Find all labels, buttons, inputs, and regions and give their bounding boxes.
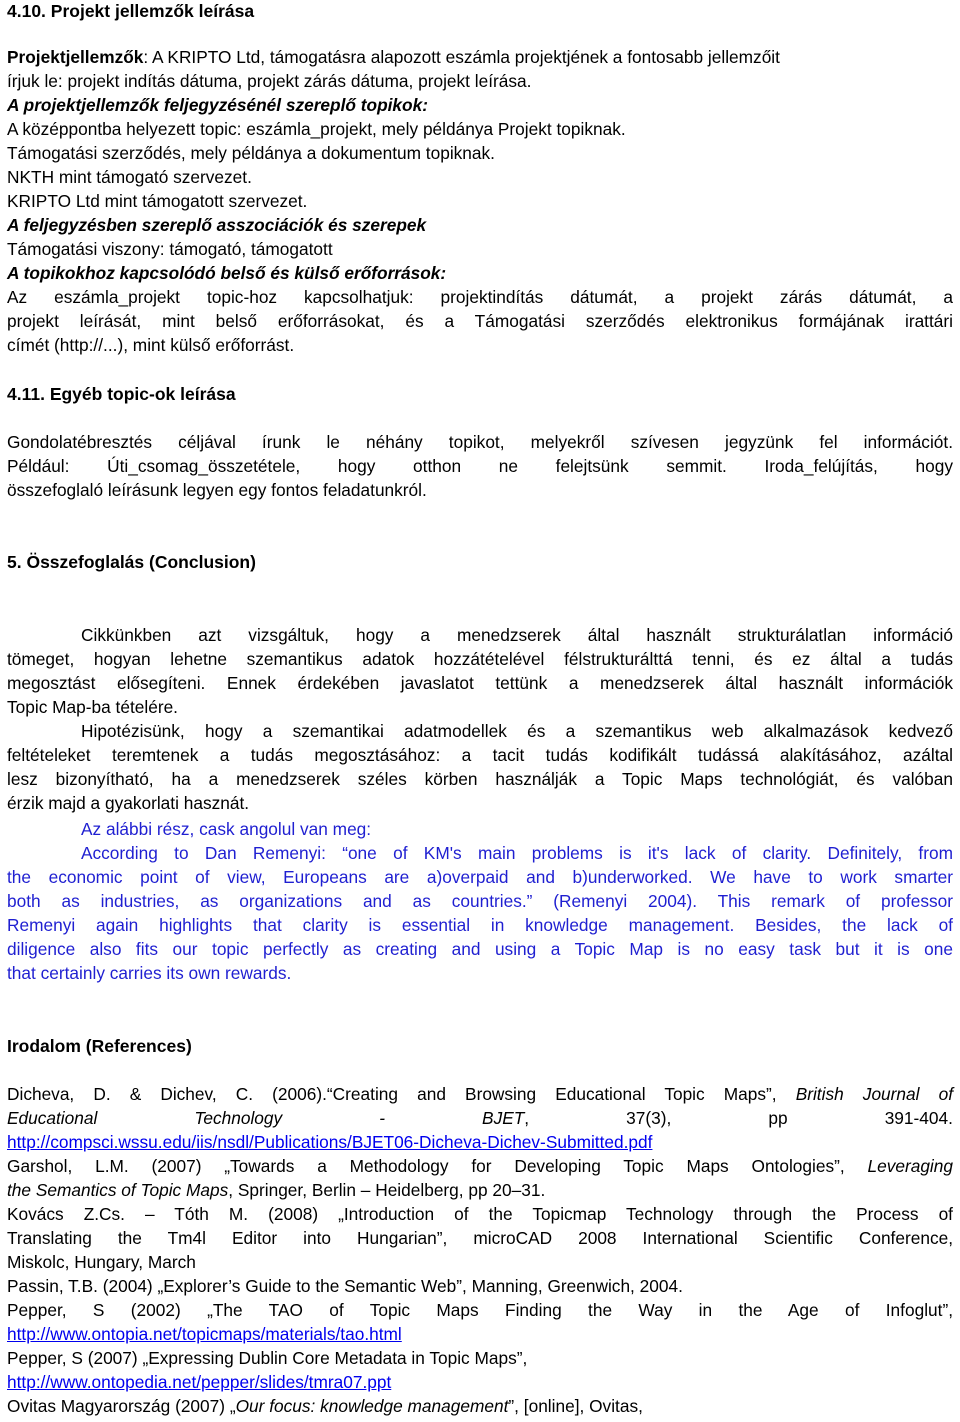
reference-line: Passin, T.B. (2004) „Explorer’s Guide to the Semantic Web”, Manning, Greenwich, 2004. bbox=[7, 1276, 683, 1296]
pp-label: pp bbox=[768, 1108, 788, 1128]
paragraph-line: címét (http://...), mint külső erőforrást. bbox=[7, 335, 295, 355]
section-heading-4-10: 4.10. Projekt jellemzők leírása bbox=[7, 1, 255, 21]
reference-link-line bbox=[7, 1371, 953, 1393]
paragraph-line bbox=[7, 46, 953, 68]
quote-line: both as industries, as organizations and as countries.” (Remenyi 2004). This remark of professor bbox=[7, 891, 953, 911]
journal-title-part: - bbox=[379, 1108, 385, 1128]
text-span: , Springer, Berlin – Heidelberg, pp 20–31. bbox=[228, 1180, 546, 1200]
topic-line: Támogatási szerződés, mely példánya a dokumentum topiknak. bbox=[7, 143, 495, 163]
paragraph-line: összefoglaló leírásunk legyen egy fontos feladatunkról. bbox=[7, 480, 427, 500]
reference-line: Pepper, S (2007) „Expressing Dublin Core Metadata in Topic Maps”, bbox=[7, 1348, 528, 1368]
section-heading-4-11: 4.11. Egyéb topic-ok leírása bbox=[7, 384, 236, 404]
section-heading-5: 5. Összefoglalás (Conclusion) bbox=[7, 552, 256, 572]
reference-line bbox=[7, 1395, 953, 1417]
reference-link[interactable]: http://compsci.wssu.edu/iis/nsdl/Publications/BJET06-Dicheva-Dichev-Submitted.pdf bbox=[7, 1132, 653, 1152]
paragraph-line: Gondolatébresztés céljával írunk le néhány topikot, melyekről szívesen jegyzünk fel információt. bbox=[7, 432, 953, 452]
journal-abbrev-text: BJET bbox=[482, 1108, 525, 1128]
book-title: Leveraging bbox=[867, 1156, 953, 1176]
text-span: Ovitas Magyarország (2007) „ bbox=[7, 1396, 236, 1416]
paragraph-line: érzik majd a gyakorlati hasznát. bbox=[7, 793, 250, 813]
paragraph-line: Topic Map-ba tételére. bbox=[7, 697, 178, 717]
topic-line: A középpontba helyezett topic: eszámla_projekt, mely példánya Projekt topiknak. bbox=[7, 119, 626, 139]
reference-line bbox=[7, 1179, 953, 1201]
topic-line: NKTH mint támogató szervezet. bbox=[7, 167, 252, 187]
pages: 391-404. bbox=[884, 1108, 953, 1128]
paragraph-line: lesz bizonyítható, ha a menedzserek széles körben használják a Topic Maps technológiát, és valóban bbox=[7, 769, 953, 789]
reference-line: Translating the Tm4l Editor into Hungarian”, microCAD 2008 International Scientific Conference, bbox=[7, 1228, 953, 1248]
reference-line: Kovács Z.Cs. – Tóth M. (2008) „Introduction of the Topicmap Technology through the Process of bbox=[7, 1204, 953, 1224]
paragraph-line: Cikkünkben azt vizsgáltuk, hogy a menedzserek által használt strukturálatlan információ bbox=[81, 625, 953, 645]
journal-title: British Journal of bbox=[795, 1084, 953, 1104]
reference-line: Miskolc, Hungary, March bbox=[7, 1252, 196, 1272]
topic-line: KRIPTO Ltd mint támogatott szervezet. bbox=[7, 191, 308, 211]
paragraph-line: feltételeket teremtenek a tudás megosztásához: a tacit tudás kodifikált tudássá alakításához, azáltal bbox=[7, 745, 953, 765]
reference-link[interactable]: http://www.ontopia.net/topicmaps/materials/tao.html bbox=[7, 1324, 402, 1344]
quote-line: diligence also fits our topic perfectly as creating and using a Topic Map is no easy task but it is one bbox=[7, 939, 953, 959]
paragraph-line: írjuk le: projekt indítás dátuma, projekt zárás dátuma, projekt leírása. bbox=[7, 71, 532, 91]
reference-line bbox=[7, 1107, 953, 1129]
volume: 37(3), bbox=[626, 1108, 672, 1128]
text-span: : A KRIPTO Ltd, támogatásra alapozott eszámla projektjének a fontosabb jellemzőit bbox=[143, 47, 780, 67]
reference-link[interactable]: http://www.ontopedia.net/pepper/slides/tmra07.ppt bbox=[7, 1372, 392, 1392]
paragraph-line: projekt leírását, mint belső erőforrásokat, és a Támogatási szerződés elektronikus formájának irattári bbox=[7, 311, 953, 331]
term-bold: Projektjellemzők bbox=[7, 47, 144, 67]
paragraph-line: Hipotézisünk, hogy a szemantikai adatmodellek és a szemantikus web alkalmazások kedvező bbox=[81, 721, 953, 741]
quote-line: Remenyi again highlights that clarity is essential in knowledge management. Besides, the lack of bbox=[7, 915, 953, 935]
reference-line bbox=[7, 1155, 953, 1177]
reference-line: Pepper, S (2002) „The TAO of Topic Maps Finding the Way in the Age of Infoglut”, bbox=[7, 1300, 953, 1320]
paragraph-line: Az eszámla_projekt topic-hoz kapcsolhatjuk: projektindítás dátumát, a projekt zárás dátumát, a bbox=[7, 287, 953, 307]
text-span: Garshol, L.M. (2007) „Towards a Methodology for Developing Topic Maps Ontologies”, bbox=[7, 1156, 868, 1176]
journal-abbrev: BJET, bbox=[482, 1108, 530, 1128]
article-title: Our focus: knowledge management bbox=[235, 1396, 509, 1416]
journal-title-part: Educational bbox=[7, 1108, 98, 1128]
paragraph-line: Például: Úti_csomag_összetétele, hogy otthon ne felejtsünk semmit. Iroda_felújítás, hogy bbox=[7, 456, 953, 476]
book-title: the Semantics of Topic Maps bbox=[7, 1180, 229, 1200]
reference-link-line bbox=[7, 1323, 953, 1345]
paragraph-line: megosztást elősegíteni. Ennek érdekében javaslatot tettünk a menedzserek által használt információk bbox=[7, 673, 953, 693]
text-span: Dicheva, D. & Dichev, C. (2006).“Creating and Browsing Educational Topic Maps”, bbox=[7, 1084, 796, 1104]
paragraph-line: tömeget, hogyan lehetne szemantikus adatok hozzátételével félstrukturálttá tenni, és ez által a tudás bbox=[7, 649, 953, 669]
journal-title-part: Technology bbox=[194, 1108, 283, 1128]
association-line: Támogatási viszony: támogató, támogatott bbox=[7, 239, 333, 259]
quote-line: the economic point of view, Europeans are a)overpaid and b)underworked. We have to work smarter bbox=[7, 867, 953, 887]
resources-subheading: A topikokhoz kapcsolódó belső és külső erőforrások: bbox=[7, 263, 447, 283]
text-span: ”, [online], Ovitas, bbox=[508, 1396, 643, 1416]
quote-line: that certainly carries its own rewards. bbox=[7, 963, 292, 983]
quote-line: According to Dan Remenyi: “one of KM's main problems is it's lack of clarity. Definitely, from bbox=[81, 843, 953, 863]
reference-line bbox=[7, 1083, 953, 1105]
topics-subheading: A projektjellemzők feljegyzésénél szereplő topikok: bbox=[7, 95, 428, 115]
references-heading: Irodalom (References) bbox=[7, 1036, 192, 1056]
english-note-line: Az alábbi rész, cask angolul van meg: bbox=[81, 819, 372, 839]
reference-link-line bbox=[7, 1131, 953, 1153]
associations-subheading: A feljegyzésben szereplő asszociációk és szerepek bbox=[7, 215, 427, 235]
